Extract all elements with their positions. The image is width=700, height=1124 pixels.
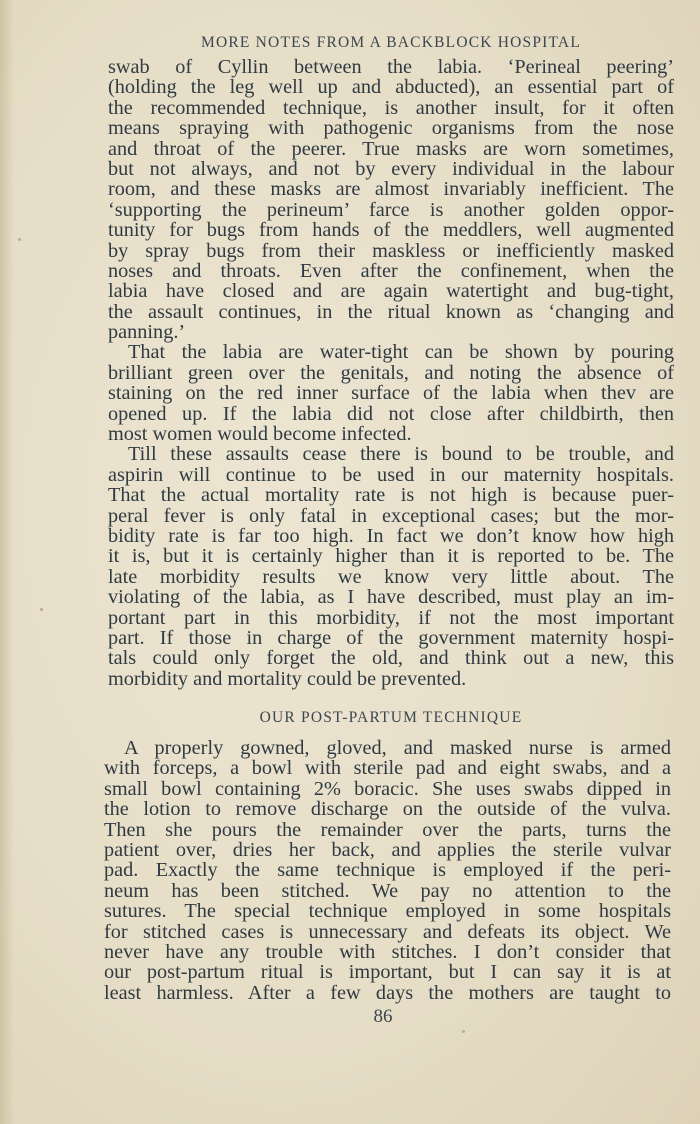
paragraph	[104, 738, 671, 1003]
text-line: brilliant green over the genitals, and noting the absence of	[108, 361, 674, 384]
text-line: panning.’	[108, 321, 186, 344]
text-line: A properly gowned, gloved, and masked nurse is armed	[124, 737, 671, 759]
text-line: but not always, and not by every individual in the labour	[108, 157, 674, 180]
text-line: most women would become infected.	[108, 423, 412, 446]
text-line: opened up. If the labia did not close after childbirth, then	[108, 402, 674, 425]
text-line: and throat of the peerer. True masks are worn sometimes,	[108, 137, 674, 160]
text-line: neum has been stitched. We pay no attention to the	[104, 879, 671, 902]
text-line: the recommended technique, is another insult, for it often	[108, 96, 674, 119]
text-line: for stitched cases is unnecessary and defeats its object. We	[104, 920, 671, 943]
text-line: That the labia are water-tight can be shown by pouring	[128, 341, 674, 364]
body-text-bottom	[104, 738, 671, 1003]
running-head: MORE NOTES FROM A BACKBLOCK HOSPITAL	[201, 34, 581, 51]
text-line: That the actual mortality rate is not high is because puer-	[108, 484, 674, 507]
text-line: aspirin will continue to be used in our maternity hospitals.	[108, 463, 674, 486]
text-line: (holding the leg well up and abducted), an essential part of	[108, 76, 674, 99]
text-line: violating of the labia, as I have described, must play an im-	[108, 586, 674, 609]
paper-speck	[18, 238, 21, 241]
text-line: morbidity and mortality could be prevented.	[108, 667, 467, 690]
page-edge-shadow	[0, 0, 14, 1124]
text-line: with forceps, a bowl with sterile pad and eight swabs, and a	[104, 757, 671, 780]
text-line: means spraying with pathogenic organisms from the nose	[108, 117, 674, 140]
page-number: 86	[373, 1006, 393, 1027]
text-line: noses and throats. Even after the confinement, when the	[108, 259, 674, 282]
paragraph	[108, 444, 674, 689]
paper-speck	[40, 608, 43, 611]
text-line: the assault continues, in the ritual known as ‘changing and	[108, 300, 674, 323]
text-line: Till these assaults cease there is bound to be trouble, and	[128, 443, 674, 466]
paper-speck	[462, 1030, 465, 1033]
text-line: late morbidity results we know very little about. The	[108, 565, 674, 588]
text-line: least harmless. After a few days the mothers are taught to	[104, 981, 671, 1004]
text-line: pad. Exactly the same technique is employed if the peri-	[104, 859, 671, 882]
body-text-top	[108, 57, 674, 689]
text-line: our post-partum ritual is important, but I can say it is at	[104, 961, 671, 984]
text-line: small bowl containing 2% boracic. She uses swabs dipped in	[104, 777, 671, 800]
text-line: sutures. The special technique employed in some hospitals	[104, 900, 671, 923]
paragraph	[108, 57, 674, 342]
text-line: it is, but it is certainly higher than it is reported to be. The	[108, 545, 674, 568]
text-line: bidity rate is far too high. In fact we don’t know how high	[108, 524, 674, 547]
text-line: part. If those in charge of the government maternity hospi-	[108, 626, 674, 649]
text-line: ‘supporting the perineum’ farce is another golden oppor-	[108, 198, 674, 221]
text-line: labia have closed and are again watertight and bug-tight,	[108, 280, 674, 303]
text-line: by spray bugs from their maskless or inefficiently masked	[108, 239, 674, 262]
text-line: portant part in this morbidity, if not the most important	[108, 606, 674, 629]
text-line: room, and these masks are almost invariably inefficient. The	[108, 178, 674, 201]
text-line: Then she pours the remainder over the parts, turns the	[104, 818, 671, 841]
section-heading: OUR POST-PARTUM TECHNIQUE	[259, 709, 523, 726]
text-line: swab of Cyllin between the labia. ‘Perineal peering’	[108, 56, 674, 78]
text-line: peral fever is only fatal in exceptional cases; but the mor-	[108, 504, 674, 527]
text-line: the lotion to remove discharge on the outside of the vulva.	[104, 798, 671, 821]
text-line: never have any trouble with stitches. I don’t consider that	[104, 940, 671, 963]
text-line: tals could only forget the old, and think out a new, this	[108, 647, 674, 670]
text-line: tunity for bugs from hands of the meddlers, well augmented	[108, 219, 674, 242]
paragraph	[108, 342, 674, 444]
text-line: staining on the red inner surface of the labia when thev are	[108, 382, 674, 405]
text-line: patient over, dries her back, and applies the sterile vulvar	[104, 838, 671, 861]
